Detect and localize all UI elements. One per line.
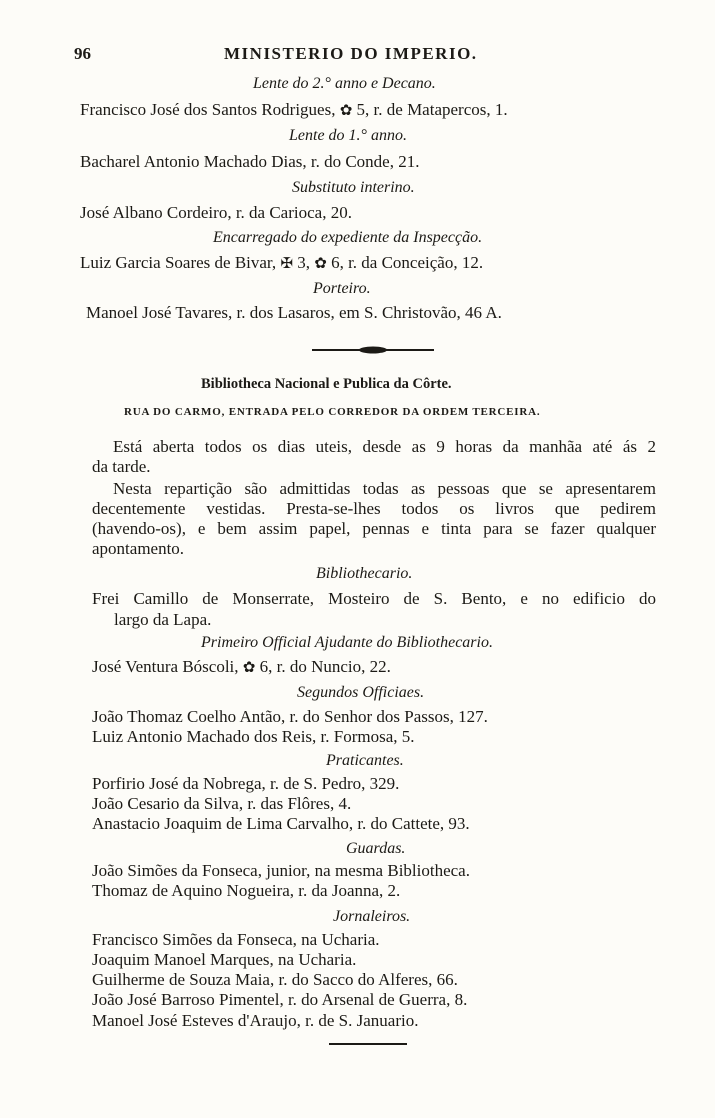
library-address: RUA DO CARMO, ENTRADA PELO CORREDOR DA ORDEM TERCEIRA. [124, 406, 541, 418]
entry-guardas-2: Thomaz de Aquino Nogueira, r. da Joanna, 2. [92, 881, 401, 900]
section-divider-ornament [312, 345, 434, 355]
para2-line1: Nesta repartição são admittidas todas as pessoas que se apresentarem [113, 479, 656, 498]
entry-albano: José Albano Cordeiro, r. da Carioca, 20. [80, 203, 352, 222]
entry-manoel-tavares: Manoel José Tavares, r. dos Lasaros, em S. Christovão, 46 A. [86, 303, 502, 322]
role-ajudante: Primeiro Official Ajudante do Bibliothecario. [201, 634, 493, 651]
rose-order-icon: ✿ [339, 101, 353, 119]
end-rule [329, 1043, 407, 1045]
entry-luiz-garcia: Luiz Garcia Soares de Bivar, ✠ 3, ✿ 6, r. da Conceição, 12. [80, 253, 484, 272]
page-header [74, 44, 634, 70]
library-title: Bibliotheca Nacional e Publica da Côrte. [201, 376, 452, 392]
entry-guardas-1: João Simões da Fonseca, junior, na mesma Bibliotheca. [92, 861, 470, 880]
entry-frei-camillo: Frei Camillo de Monserrate, Mosteiro de S. Bento, e no edificio do [92, 589, 656, 608]
role-segundos: Segundos Officiaes. [297, 684, 425, 701]
entry-jornaleiros-1: Francisco Simões da Fonseca, na Ucharia. [92, 930, 380, 949]
entry-praticantes-2: João Cesario da Silva, r. das Flôres, 4. [92, 794, 352, 813]
entry-francisco: Francisco José dos Santos Rodrigues, ✿ 5, r. de Matapercos, 1. [80, 100, 508, 119]
entry-jornaleiros-2: Joaquim Manoel Marques, na Ucharia. [92, 950, 357, 969]
entry-ventura: José Ventura Bóscoli, ✿ 6, r. do Nuncio, 22. [92, 657, 391, 676]
entry-jornaleiros-5: Manoel José Esteves d'Araujo, r. de S. Januario. [92, 1011, 419, 1030]
role-encarregado: Encarregado do expediente da Inspecção. [213, 229, 483, 246]
para2-line4: apontamento. [92, 539, 185, 558]
entry-bacharel: Bacharel Antonio Machado Dias, r. do Conde, 21. [80, 152, 420, 171]
entry-jornaleiros-3: Guilherme de Souza Maia, r. do Sacco do Alferes, 66. [92, 970, 458, 989]
entry-praticantes-3: Anastacio Joaquim de Lima Carvalho, r. do Cattete, 93. [92, 814, 470, 833]
rose-order-icon: ✿ [242, 658, 256, 676]
role-lente-1: Lente do 1.° anno. [289, 127, 407, 144]
entry-segundos-2: Luiz Antonio Machado dos Reis, r. Formosa, 5. [92, 727, 415, 746]
para1-line1: Está aberta todos os dias uteis, desde as 9 horas da manhãa até ás 2 [113, 437, 656, 456]
entry-segundos-1: João Thomaz Coelho Antão, r. do Senhor dos Passos, 127. [92, 707, 488, 726]
para2-line3: (havendo-os), e bem assim papel, pennas e tinta para se fazer qualquer [92, 519, 656, 538]
role-jornaleiros: Jornaleiros. [333, 908, 411, 925]
role-porteiro: Porteiro. [313, 280, 371, 297]
role-substituto: Substituto interino. [292, 179, 415, 196]
para1-line2: da tarde. [92, 457, 151, 476]
rose-order-icon: ✿ [314, 254, 327, 272]
entry-praticantes-1: Porfirio José da Nobrega, r. de S. Pedro, 329. [92, 774, 400, 793]
entry-jornaleiros-4: João José Barroso Pimentel, r. do Arsenal de Guerra, 8. [92, 990, 468, 1009]
cross-order-icon: ✠ [280, 254, 293, 272]
role-lente-2: Lente do 2.° anno e Decano. [253, 75, 436, 92]
running-title: MINISTERIO DO IMPERIO. [224, 44, 478, 63]
entry-frei-camillo-cont: largo da Lapa. [114, 610, 212, 629]
role-guardas: Guardas. [346, 840, 406, 857]
role-bibliothecario: Bibliothecario. [316, 565, 413, 582]
page-number: 96 [74, 44, 91, 63]
para2-line2: decentemente vestidas. Presta-se-lhes todos os livros que pedirem [92, 499, 656, 518]
role-praticantes: Praticantes. [326, 752, 404, 769]
